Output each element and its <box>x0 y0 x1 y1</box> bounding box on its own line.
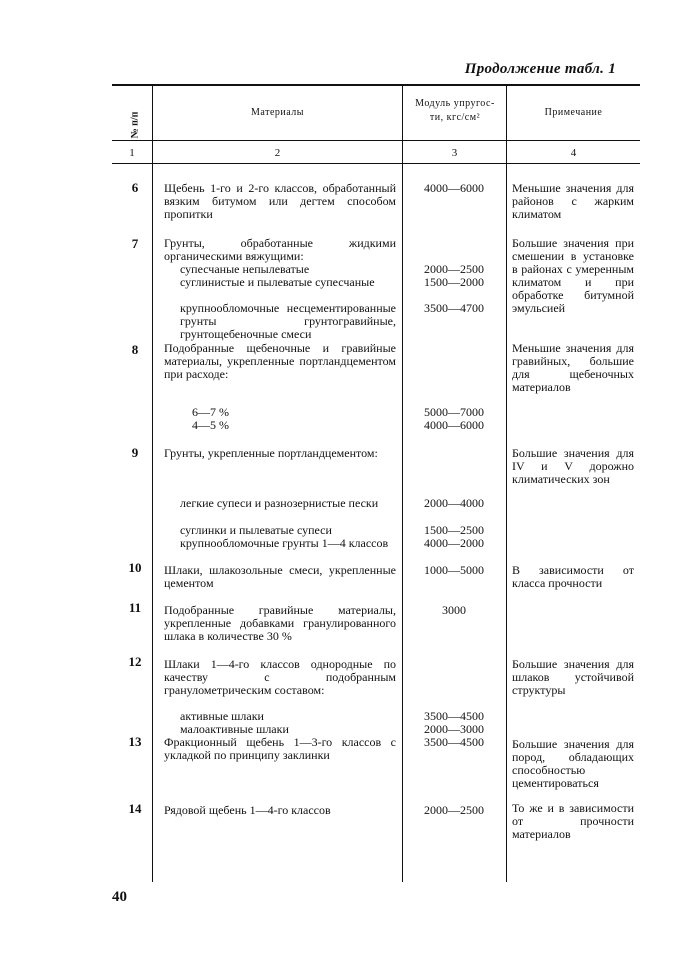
row-sub-modulus: 3500—4500 <box>424 709 484 723</box>
row-sub-modulus: 2000—2500 <box>424 262 484 276</box>
row-material: Щебень 1-го и 2-го классов, обработанный вязким битумом или дегтем способом пропитки <box>164 181 396 221</box>
row-modulus: 3500—4500 <box>424 735 484 749</box>
row-material: Подобранные гравийные материалы, укрепленные добавками гранулированного шлака в количестве 30 % <box>164 603 396 643</box>
row-material: Рядовой щебень 1—4-го классов <box>164 803 331 817</box>
row-sub-material: легкие супеси и разнозернистые пески <box>180 496 379 510</box>
row-number: 11 <box>128 600 142 615</box>
row-sub-modulus: 2000—3000 <box>424 722 484 736</box>
row-note: То же и в зависимости от прочности материалов <box>512 801 634 841</box>
row-sub-material: крупнообломочные несцементированные грунты грунтогравийные, грунтощебеночные смеси <box>180 301 396 341</box>
row-number: 14 <box>128 801 142 816</box>
row-sub-material: супесчаные непылеватые <box>180 262 310 276</box>
row-number: 10 <box>128 560 142 575</box>
row-number: 9 <box>131 445 139 460</box>
row-note: Меньшие значения для районов с жарким климатом <box>512 181 634 221</box>
column-divider-3 <box>506 86 507 882</box>
row-material: Грунты, укрепленные портландцементом: <box>164 446 378 460</box>
column-number-1: 1 <box>129 147 135 159</box>
row-sub-material: активные шлаки <box>180 709 264 723</box>
row-modulus: 1000—5000 <box>424 563 484 577</box>
row-sub-modulus: 4000—6000 <box>424 418 484 432</box>
row-modulus: 3000 <box>442 603 466 617</box>
row-material: Фракционный щебень 1—3-го классов с укладкой по принципу заклинки <box>164 735 396 762</box>
row-sub-modulus: 3500—4700 <box>424 301 484 315</box>
row-sub-modulus: 5000—7000 <box>424 405 484 419</box>
row-note: Большие значения для шлаков устойчивой структуры <box>512 657 634 697</box>
row-sub-material: малоактивные шлаки <box>180 722 289 736</box>
header-modulus: Модуль упругос-ти, кгс/см² <box>415 98 495 123</box>
row-note: Большие значения при смешении в установке в районах с умеренным климатом и при обработке битумной эмульсией <box>512 236 634 315</box>
header-bottom-rule <box>112 140 640 141</box>
row-number: 6 <box>131 180 139 195</box>
row-note: Большие значения для пород, обладающих способностью цементироваться <box>512 737 634 790</box>
row-sub-material: суглинки и пылеватые супеси <box>180 523 332 537</box>
column-number-2: 2 <box>274 147 281 159</box>
page-number: 40 <box>112 889 127 905</box>
column-divider-2 <box>402 86 403 882</box>
row-number: 7 <box>131 236 139 251</box>
row-sub-material: 6—7 % <box>192 405 229 419</box>
row-material: Шлаки, шлакозольные смеси, укрепленные цементом <box>164 563 396 590</box>
row-sub-material: крупнообломочные грунты 1—4 классов <box>180 536 389 550</box>
row-modulus: 2000—2500 <box>424 803 484 817</box>
row-number: 12 <box>128 654 142 669</box>
row-material: Шлаки 1—4-го классов однородные по качеству с подобранным гранулометрическим составом: <box>164 657 396 697</box>
row-number: 8 <box>131 342 139 357</box>
header-materials: Материалы <box>251 107 304 118</box>
column-divider-1 <box>152 86 153 882</box>
row-sub-modulus: 1500—2000 <box>424 275 484 289</box>
header-note: Примечание <box>544 107 603 118</box>
row-note: Меньшие значения для гравийных, большие для щебеночных материалов <box>512 341 634 394</box>
column-number-3: 3 <box>451 147 458 159</box>
header-number-cell <box>118 100 152 150</box>
table-top-rule <box>112 84 640 86</box>
row-note: Большие значения для IV и V дорожно климатических зон <box>512 446 634 486</box>
row-sub-modulus: 4000—2000 <box>424 536 484 550</box>
row-sub-modulus: 1500—2500 <box>424 523 484 537</box>
table-continuation-caption: Продолжение табл. 1 <box>464 61 616 77</box>
row-material: Подобранные щебеночные и гравийные материалы, укрепленные портландцементом при расходе: <box>164 341 396 381</box>
row-material: Грунты, обработанные жидкими органическими вяжущими: <box>164 236 396 263</box>
row-sub-modulus: 2000—4000 <box>424 496 484 510</box>
row-sub-material: 4—5 % <box>192 418 229 432</box>
row-note: В зависимости от класса прочности <box>512 563 634 590</box>
row-number: 13 <box>128 734 142 749</box>
header-number-label: № п/п <box>129 111 141 139</box>
column-number-4: 4 <box>570 147 577 159</box>
row-sub-material: суглинистые и пылеватые супесчаные <box>180 275 375 289</box>
column-numbers-rule <box>112 163 640 164</box>
row-modulus: 4000—6000 <box>424 181 484 195</box>
